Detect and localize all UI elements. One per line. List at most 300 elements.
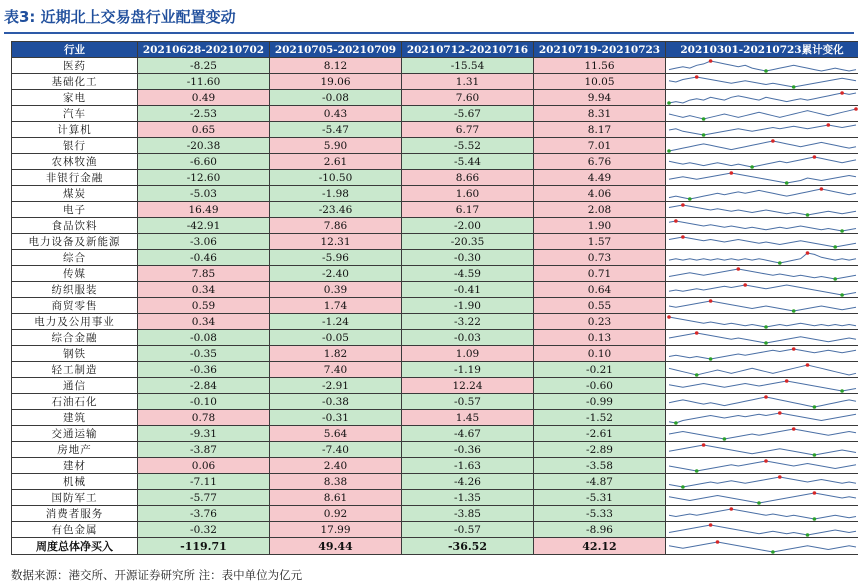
value-cell-w3: 8.66 [402, 170, 534, 186]
value-cell-w3: -4.59 [402, 266, 534, 282]
value-cell-w3: -0.30 [402, 250, 534, 266]
value-cell-w4: 4.06 [534, 186, 666, 202]
sparkline-min-marker [785, 181, 789, 185]
sparkline-cell [666, 154, 858, 170]
value-cell-w4: 2.08 [534, 202, 666, 218]
table-row [12, 266, 858, 282]
value-cell-w4: -1.52 [534, 410, 666, 426]
value-cell-w2: 5.90 [270, 138, 402, 154]
value-cell-w2: -1.24 [270, 314, 402, 330]
table-row [12, 90, 858, 106]
sparkline-line [669, 157, 856, 167]
value-cell-w3: -4.26 [402, 474, 534, 490]
value-cell-w2: 7.86 [270, 218, 402, 234]
value-cell-w4: 8.31 [534, 106, 666, 122]
sparkline-max-marker [820, 187, 824, 191]
sparkline-cell [666, 234, 858, 250]
value-cell-w2: 7.40 [270, 362, 402, 378]
sparkline-cell [666, 490, 858, 506]
title-divider [4, 32, 854, 34]
total-value-w2: 49.44 [270, 538, 402, 555]
sparkline-max-marker [806, 251, 810, 255]
sparkline-max-marker [806, 363, 810, 367]
sparkline-line [669, 301, 856, 311]
industry-name-cell: 银行 [12, 138, 138, 154]
table-row [12, 106, 858, 122]
sparkline-max-marker [702, 443, 706, 447]
sparkline-chart [666, 250, 858, 265]
value-cell-w2: -23.46 [270, 202, 402, 218]
sparkline-chart [666, 490, 858, 505]
sparkline-min-marker [813, 517, 817, 521]
sparkline-max-marker [792, 427, 796, 431]
total-value-w4: 42.12 [534, 538, 666, 555]
value-cell-w2: -0.38 [270, 394, 402, 410]
table-row [12, 170, 858, 186]
table-title: 表3: 近期北上交易盘行业配置变动 [4, 6, 236, 27]
sparkline-min-marker [813, 453, 817, 457]
industry-name-cell: 建筑 [12, 410, 138, 426]
sparkline-line [669, 413, 856, 423]
sparkline-chart [666, 282, 858, 297]
value-cell-w1: 0.34 [138, 314, 270, 330]
total-label: 周度总体净买入 [12, 538, 138, 555]
value-cell-w3: -20.35 [402, 234, 534, 250]
sparkline-line [669, 205, 856, 215]
sparkline-max-marker [730, 507, 734, 511]
value-cell-w4: 9.94 [534, 90, 666, 106]
value-cell-w3: 1.45 [402, 410, 534, 426]
sparkline-min-marker [709, 357, 713, 361]
industry-name-cell: 房地产 [12, 442, 138, 458]
value-cell-w1: -0.35 [138, 346, 270, 362]
sparkline-min-marker [757, 501, 761, 505]
table-row [12, 314, 858, 330]
sparkline-cell [666, 90, 858, 106]
sparkline-chart [666, 234, 858, 249]
sparkline-chart [666, 186, 858, 201]
value-cell-w1: -8.25 [138, 58, 270, 74]
industry-name-cell: 食品饮料 [12, 218, 138, 234]
value-cell-w2: -1.98 [270, 186, 402, 202]
sparkline-chart [666, 346, 858, 361]
value-cell-w1: 0.34 [138, 282, 270, 298]
sparkline-max-marker [827, 123, 831, 127]
value-cell-w1: -3.87 [138, 442, 270, 458]
sparkline-cell [666, 330, 858, 346]
sparkline-min-marker [833, 245, 837, 249]
header-row [12, 42, 858, 58]
value-cell-w1: 16.49 [138, 202, 270, 218]
sparkline-max-marker [737, 267, 741, 271]
sparkline-min-marker [833, 277, 837, 281]
industry-name-cell: 国防军工 [12, 490, 138, 506]
value-cell-w4: 0.13 [534, 330, 666, 346]
value-cell-w4: -0.21 [534, 362, 666, 378]
sparkline-min-marker [813, 405, 817, 409]
industry-name-cell: 消费者服务 [12, 506, 138, 522]
table-row [12, 458, 858, 474]
value-cell-w2: -0.05 [270, 330, 402, 346]
value-cell-w1: -42.91 [138, 218, 270, 234]
sparkline-max-marker [813, 155, 817, 159]
sparkline-min-marker [681, 485, 685, 489]
value-cell-w1: -5.03 [138, 186, 270, 202]
industry-name-cell: 电子 [12, 202, 138, 218]
sparkline-max-marker [743, 283, 747, 287]
sparkline-cell [666, 202, 858, 218]
value-cell-w1: -11.60 [138, 74, 270, 90]
sparkline-line [669, 93, 856, 103]
sparkline-max-marker [840, 91, 844, 95]
sparkline-chart [666, 410, 858, 425]
column-header-week2: 20210705-20210709 [270, 42, 402, 58]
value-cell-w2: -0.31 [270, 410, 402, 426]
value-cell-w1: 7.85 [138, 266, 270, 282]
table-row [12, 330, 858, 346]
value-cell-w1: -0.32 [138, 522, 270, 538]
sparkline-min-marker [702, 133, 706, 137]
sparkline-cell [666, 474, 858, 490]
sparkline-max-marker [674, 219, 678, 223]
sparkline-max-marker [854, 107, 858, 111]
value-cell-w4: -0.60 [534, 378, 666, 394]
value-cell-w3: -5.44 [402, 154, 534, 170]
value-cell-w4: 8.17 [534, 122, 666, 138]
total-value-w1: -119.71 [138, 538, 270, 555]
value-cell-w2: -2.91 [270, 378, 402, 394]
sparkline-line [669, 429, 856, 439]
value-cell-w4: -2.61 [534, 426, 666, 442]
sparkline-chart [666, 58, 858, 73]
value-cell-w2: -7.40 [270, 442, 402, 458]
sparkline-min-marker [667, 101, 671, 105]
sparkline-cell [666, 522, 858, 538]
sparkline-cell [666, 186, 858, 202]
sparkline-min-marker [840, 293, 844, 297]
value-cell-w3: -0.36 [402, 442, 534, 458]
sparkline-chart [666, 266, 858, 281]
industry-name-cell: 钢铁 [12, 346, 138, 362]
sparkline-chart [666, 298, 858, 313]
source-note: 数据来源：港交所、开源证券研究所 注：表中单位为亿元 [11, 567, 302, 583]
sparkline-min-marker [840, 389, 844, 393]
industry-name-cell: 传媒 [12, 266, 138, 282]
sparkline-cell [666, 282, 858, 298]
table-row [12, 410, 858, 426]
value-cell-w4: -5.33 [534, 506, 666, 522]
value-cell-w2: 5.64 [270, 426, 402, 442]
table-row [12, 474, 858, 490]
value-cell-w4: 7.01 [534, 138, 666, 154]
sparkline-cell [666, 442, 858, 458]
sparkline-line [669, 237, 856, 247]
sparkline-min-marker [764, 69, 768, 73]
sparkline-min-marker [778, 261, 782, 265]
value-cell-w2: 8.38 [270, 474, 402, 490]
sparkline-chart [666, 218, 858, 233]
table-row [12, 394, 858, 410]
industry-name-cell: 电力及公用事业 [12, 314, 138, 330]
sparkline-max-marker [730, 171, 734, 175]
sparkline-chart [666, 74, 858, 89]
sparkline-min-marker [674, 421, 678, 425]
sparkline-min-marker [806, 213, 810, 217]
table-row [12, 522, 858, 538]
column-header-industry: 行业 [12, 42, 138, 58]
sparkline-cell [666, 138, 858, 154]
industry-name-cell: 综合金融 [12, 330, 138, 346]
sparkline-line [669, 477, 856, 487]
sparkline-cell [666, 106, 858, 122]
value-cell-w3: 1.09 [402, 346, 534, 362]
value-cell-w3: -3.22 [402, 314, 534, 330]
sparkline-max-marker [778, 475, 782, 479]
table-row [12, 186, 858, 202]
sparkline-cell [666, 378, 858, 394]
value-cell-w3: -0.41 [402, 282, 534, 298]
value-cell-w3: -0.57 [402, 394, 534, 410]
table-row [12, 362, 858, 378]
table-row [12, 442, 858, 458]
sparkline-max-marker [709, 59, 713, 63]
value-cell-w3: -3.85 [402, 506, 534, 522]
table-row [12, 346, 858, 362]
value-cell-w4: 4.49 [534, 170, 666, 186]
value-cell-w3: 7.60 [402, 90, 534, 106]
total-row [12, 538, 858, 555]
sparkline-max-marker [667, 315, 671, 319]
table-row [12, 154, 858, 170]
sparkline-line [669, 189, 856, 199]
sparkline-max-marker [709, 523, 713, 527]
sparkline-min-marker [764, 325, 768, 329]
value-cell-w3: -15.54 [402, 58, 534, 74]
sparkline-min-marker [764, 341, 768, 345]
value-cell-w2: 0.43 [270, 106, 402, 122]
sparkline-cell [666, 218, 858, 234]
industry-name-cell: 综合 [12, 250, 138, 266]
value-cell-w4: 0.10 [534, 346, 666, 362]
sparkline-max-marker [785, 379, 789, 383]
value-cell-w4: 0.64 [534, 282, 666, 298]
sparkline-chart [666, 394, 858, 409]
sparkline-max-marker [709, 299, 713, 303]
value-cell-w3: -1.90 [402, 298, 534, 314]
sparkline-max-marker [695, 331, 699, 335]
sparkline-min-marker [750, 165, 754, 169]
industry-name-cell: 商贸零售 [12, 298, 138, 314]
sparkline-max-marker [771, 139, 775, 143]
sparkline-cell [666, 346, 858, 362]
value-cell-w4: 10.05 [534, 74, 666, 90]
value-cell-w4: 11.56 [534, 58, 666, 74]
sparkline-max-marker [681, 203, 685, 207]
sparkline-cell [666, 170, 858, 186]
table-row [12, 250, 858, 266]
value-cell-w2: -5.96 [270, 250, 402, 266]
table-row [12, 218, 858, 234]
value-cell-w2: -2.40 [270, 266, 402, 282]
column-header-week4: 20210719-20210723 [534, 42, 666, 58]
value-cell-w2: 8.12 [270, 58, 402, 74]
sparkline-max-marker [695, 75, 699, 79]
table-row [12, 58, 858, 74]
sparkline-max-marker [778, 411, 782, 415]
value-cell-w1: -3.06 [138, 234, 270, 250]
value-cell-w3: -5.67 [402, 106, 534, 122]
value-cell-w4: 0.23 [534, 314, 666, 330]
sparkline-line [669, 397, 856, 407]
table-row [12, 298, 858, 314]
industry-name-cell: 石油石化 [12, 394, 138, 410]
sparkline-line [669, 317, 856, 327]
sparkline-chart [666, 506, 858, 521]
value-cell-w3: -2.00 [402, 218, 534, 234]
sparkline-chart [666, 539, 858, 554]
sparkline-min-marker [806, 533, 810, 537]
sparkline-chart [666, 378, 858, 393]
sparkline-line [669, 173, 856, 183]
sparkline-min-marker [771, 550, 775, 554]
sparkline-cell [666, 314, 858, 330]
value-cell-w3: 6.77 [402, 122, 534, 138]
industry-name-cell: 非银行金融 [12, 170, 138, 186]
value-cell-w1: 0.65 [138, 122, 270, 138]
value-cell-w4: 0.71 [534, 266, 666, 282]
value-cell-w1: -2.84 [138, 378, 270, 394]
value-cell-w4: -5.31 [534, 490, 666, 506]
sparkline-max-marker [716, 540, 720, 544]
industry-name-cell: 煤炭 [12, 186, 138, 202]
value-cell-w2: 2.61 [270, 154, 402, 170]
industry-name-cell: 有色金属 [12, 522, 138, 538]
sparkline-line [669, 285, 856, 295]
sparkline-line [669, 509, 856, 519]
value-cell-w4: -2.89 [534, 442, 666, 458]
industry-name-cell: 家电 [12, 90, 138, 106]
industry-name-cell: 计算机 [12, 122, 138, 138]
sparkline-chart [666, 362, 858, 377]
industry-name-cell: 建材 [12, 458, 138, 474]
value-cell-w2: 17.99 [270, 522, 402, 538]
sparkline-chart [666, 202, 858, 217]
sparkline-cell [666, 506, 858, 522]
sparkline-cell [666, 426, 858, 442]
sparkline-cell [666, 250, 858, 266]
industry-allocation-table [11, 41, 858, 555]
sparkline-cell [666, 122, 858, 138]
value-cell-w3: 1.31 [402, 74, 534, 90]
sparkline-line [669, 542, 856, 552]
value-cell-w3: 1.60 [402, 186, 534, 202]
industry-name-cell: 农林牧渔 [12, 154, 138, 170]
sparkline-chart [666, 458, 858, 473]
sparkline-line [669, 253, 856, 263]
value-cell-w2: -5.47 [270, 122, 402, 138]
sparkline-cell [666, 394, 858, 410]
value-cell-w3: -5.52 [402, 138, 534, 154]
sparkline-line [669, 445, 856, 455]
sparkline-line [669, 141, 856, 151]
sparkline-cell [666, 410, 858, 426]
sparkline-chart [666, 90, 858, 105]
value-cell-w4: 1.57 [534, 234, 666, 250]
value-cell-w4: -4.87 [534, 474, 666, 490]
sparkline-chart [666, 314, 858, 329]
value-cell-w1: -7.11 [138, 474, 270, 490]
value-cell-w2: -0.08 [270, 90, 402, 106]
sparkline-chart [666, 426, 858, 441]
column-header-week1: 20210628-20210702 [138, 42, 270, 58]
value-cell-w3: -1.19 [402, 362, 534, 378]
sparkline-line [669, 269, 856, 279]
value-cell-w3: -0.03 [402, 330, 534, 346]
sparkline-chart [666, 122, 858, 137]
industry-name-cell: 机械 [12, 474, 138, 490]
value-cell-w1: -12.60 [138, 170, 270, 186]
industry-name-cell: 电力设备及新能源 [12, 234, 138, 250]
sparkline-chart [666, 522, 858, 537]
table-row [12, 282, 858, 298]
sparkline-cell [666, 362, 858, 378]
sparkline-cell [666, 74, 858, 90]
table-row [12, 490, 858, 506]
value-cell-w2: 12.31 [270, 234, 402, 250]
sparkline-max-marker [764, 459, 768, 463]
sparkline-chart [666, 474, 858, 489]
table-row [12, 506, 858, 522]
value-cell-w1: 0.78 [138, 410, 270, 426]
industry-name-cell: 纺织服装 [12, 282, 138, 298]
table-row [12, 202, 858, 218]
value-cell-w4: 6.76 [534, 154, 666, 170]
value-cell-w4: 0.55 [534, 298, 666, 314]
sparkline-max-marker [792, 347, 796, 351]
value-cell-w1: 0.59 [138, 298, 270, 314]
sparkline-max-marker [764, 395, 768, 399]
column-header-cumulative-trend: 20210301-20210723累计变化 [666, 42, 858, 58]
sparkline-min-marker [695, 469, 699, 473]
value-cell-w2: 1.74 [270, 298, 402, 314]
sparkline-min-marker [702, 117, 706, 121]
value-cell-w1: -0.46 [138, 250, 270, 266]
value-cell-w2: 0.39 [270, 282, 402, 298]
sparkline-min-marker [792, 309, 796, 313]
sparkline-cell [666, 298, 858, 314]
industry-name-cell: 基础化工 [12, 74, 138, 90]
value-cell-w4: 1.90 [534, 218, 666, 234]
value-cell-w4: -8.96 [534, 522, 666, 538]
sparkline-line [669, 61, 856, 71]
value-cell-w3: 12.24 [402, 378, 534, 394]
sparkline-cell [666, 458, 858, 474]
value-cell-w1: -9.31 [138, 426, 270, 442]
value-cell-w3: -1.63 [402, 458, 534, 474]
sparkline-chart [666, 330, 858, 345]
value-cell-w3: -1.35 [402, 490, 534, 506]
value-cell-w2: 8.61 [270, 490, 402, 506]
sparkline-chart [666, 106, 858, 121]
value-cell-w1: -5.77 [138, 490, 270, 506]
value-cell-w1: 0.06 [138, 458, 270, 474]
sparkline-cell [666, 266, 858, 282]
sparkline-min-marker [723, 437, 727, 441]
value-cell-w1: 0.49 [138, 90, 270, 106]
sparkline-max-marker [813, 491, 817, 495]
table-row [12, 138, 858, 154]
table-row [12, 234, 858, 250]
